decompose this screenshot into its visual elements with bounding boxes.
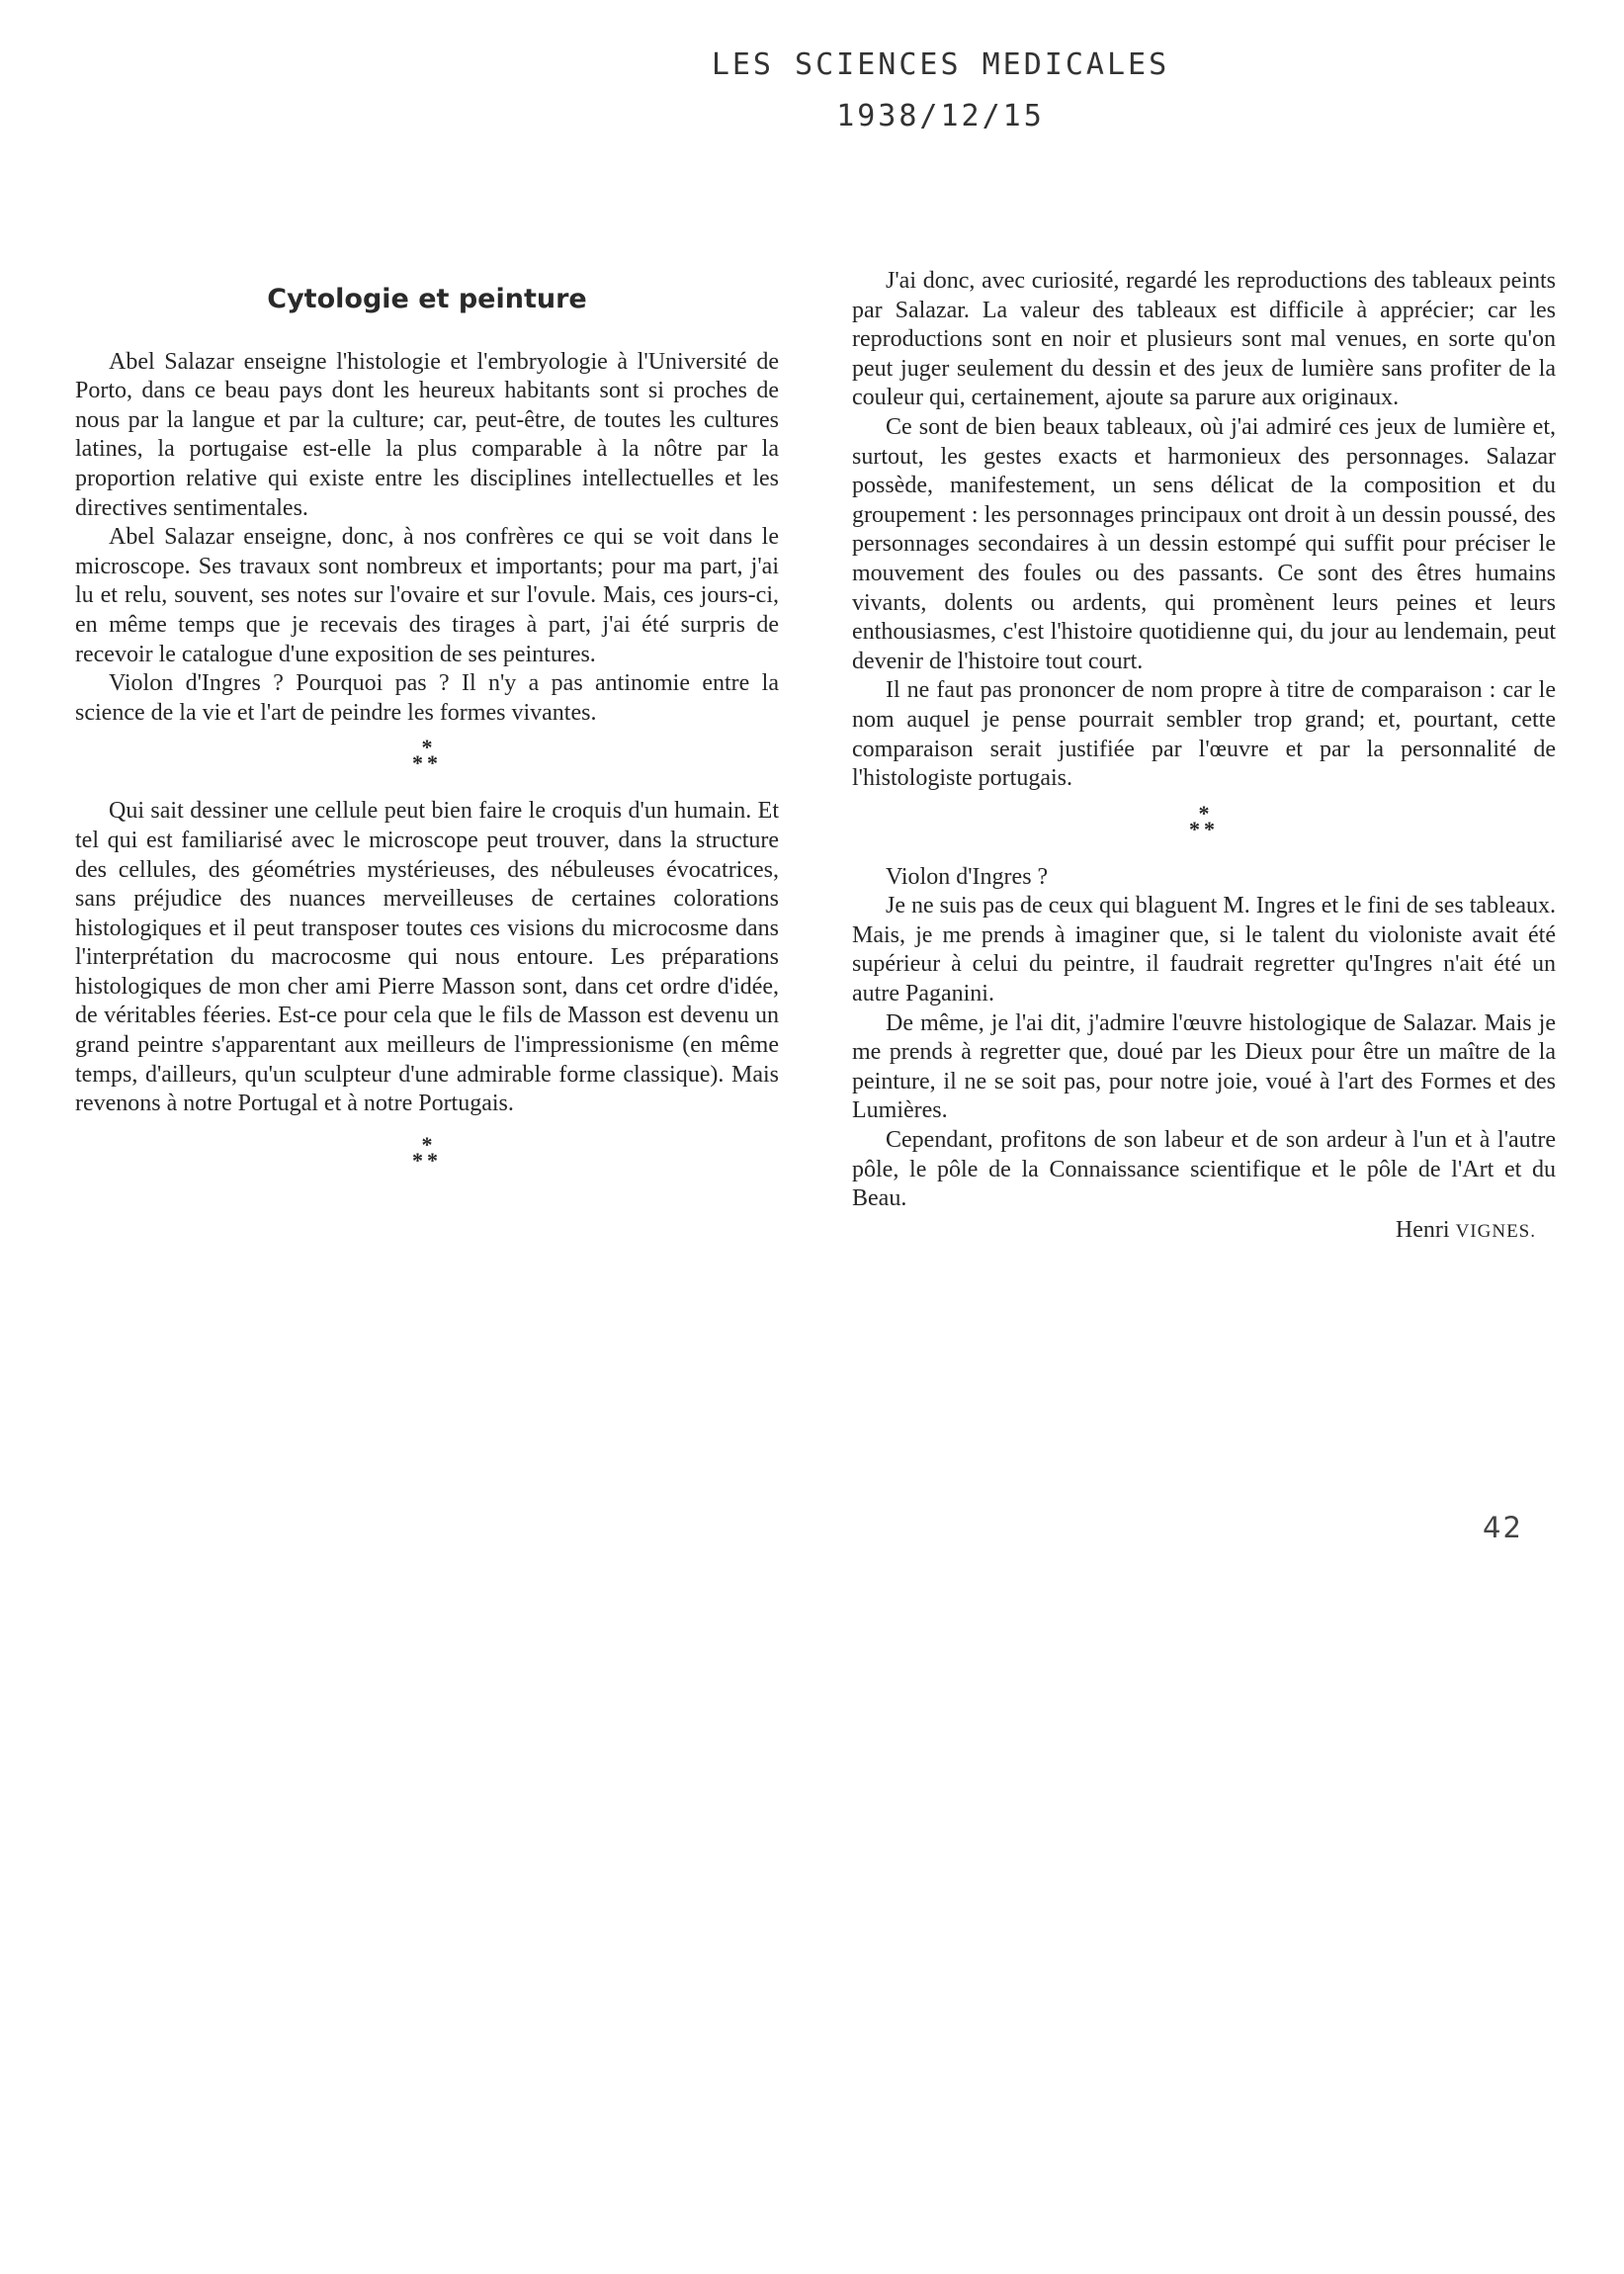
paragraph: Je ne suis pas de ceux qui blaguent M. Ingres et le fini de ses tableaux. Mais, je me prends à imaginer que, si le talent du violoniste avait été supérieur à celui du peintre, il faudrait regretter qu'Ingres n'ait été un autre Paganini. [852, 893, 1556, 1007]
paragraph: Il ne faut pas prononcer de nom propre à titre de comparaison : car le nom auquel je pense pourrait sembler trop grand; et, pourtant, cette comparaison serait justifiée par l'œuvre et par la personnalité de l'histologiste portugais. [852, 677, 1556, 792]
section-separator: * ** [412, 735, 442, 776]
section-separator: * ** [412, 1131, 442, 1173]
author-signature [852, 1216, 1556, 1247]
author-last-name: VIGNES. [1455, 1220, 1536, 1242]
paragraph: Qui sait dessiner une cellule peut bien faire le croquis d'un humain. Et tel qui est familiarisé avec le microscope peut trouver, dans la structure des cellules, des géométries mystérieuses, des nébuleuses évocatrices, sans préjudice des nuances merveilleuses de certaines colorations histologiques et il peut transposer toutes ces visions du microcosme dans l'interprétation du macrocosme qui nous entoure. Les préparations histologiques de mon cher ami Pierre Masson sont, dans cet ordre d'idée, de véritables féeries. Est-ce pour cela que le fils de Masson est devenu un grand peintre s'apparentant aux meilleurs de l'impressionisme (en même temps, d'ailleurs, qu'un sculpteur d'une admirable forme classique). Mais revenons à notre Portugal et à notre Portugais. [75, 798, 779, 1117]
paragraph: Abel Salazar enseigne, donc, à nos confrères ce qui se voit dans le microscope. Ses travaux sont nombreux et importants; pour ma part, j'ai lu et relu, souvent, ses notes sur l'ovaire et sur l'ovule. Mais, ces jours-ci, en même temps que je recevais des tirages à part, j'ai été surpris de recevoir le catalogue d'une exposition de ses peintures. [75, 524, 779, 667]
paragraph: Violon d'Ingres ? Pourquoi pas ? Il n'y a pas antinomie entre la science de la vie et l'art de peindre les formes vivantes. [75, 670, 779, 726]
paragraph: Ce sont de bien beaux tableaux, où j'ai admiré ces jeux de lumière et, surtout, les gestes exacts et harmonieux des personnages. Salazar possède, manifestement, un sens délicat de la composition et du groupement : les personnages principaux ont droit à un dessin poussé, des personnages secondaires à un dessin estompé qui suffit pour préciser le mouvement des foules ou des passants. Ce sont des êtres humains vivants, dolents ou ardents, qui promènent leurs peines et leurs enthousiasmes, c'est l'histoire quotidienne qui, du jour au lendemain, peut devenir de l'histoire tout court. [852, 413, 1556, 674]
paragraph: Violon d'Ingres ? [886, 863, 1049, 890]
left-column [75, 267, 779, 1194]
paragraph: J'ai donc, avec curiosité, regardé les reproductions des tableaux peints par Salazar. La valeur des tableaux est difficile à apprécier; car les reproductions sont en noir et plusieurs sont mal venues, en sorte qu'on peut juger seulement du dessin et des jeux de lumière sans profiter de la couleur qui, certainement, ajoute sa parure aux originaux. [852, 268, 1556, 411]
article-title: Cytologie et peinture [267, 284, 587, 314]
author-first-name: Henri [1395, 1216, 1450, 1243]
section-separator: * ** [1189, 800, 1219, 841]
paragraph: De même, je l'ai dit, j'admire l'œuvre histologique de Salazar. Mais je me prends à regretter que, doué par les Dieux pour être un maître de la peinture, il ne se soit pas, pour notre joie, voué à l'art des Formes et des Lumières. [852, 1009, 1556, 1124]
paragraph: Abel Salazar enseigne l'histologie et l'embryologie à l'Université de Porto, dans ce beau pays dont les heureux habitants sont si proches de nous par la langue et par la culture; car, peut-être, de toutes les cultures latines, la portugaise est-elle la plus comparable à la nôtre par la proportion relative qui existe entre les disciplines intellectuelles et les directives sentimentales. [75, 348, 779, 521]
issue-date: 1938/12/15 [836, 99, 1045, 133]
page-number: 42 [1483, 1511, 1523, 1544]
journal-title: LES SCIENCES MEDICALES [711, 47, 1170, 82]
paragraph: Cependant, profitons de son labeur et de son ardeur à l'un et à l'autre pôle, le pôle de la Connaissance scientifique et le pôle de l'Art et du Beau. [852, 1127, 1556, 1212]
right-column [852, 267, 1556, 1246]
